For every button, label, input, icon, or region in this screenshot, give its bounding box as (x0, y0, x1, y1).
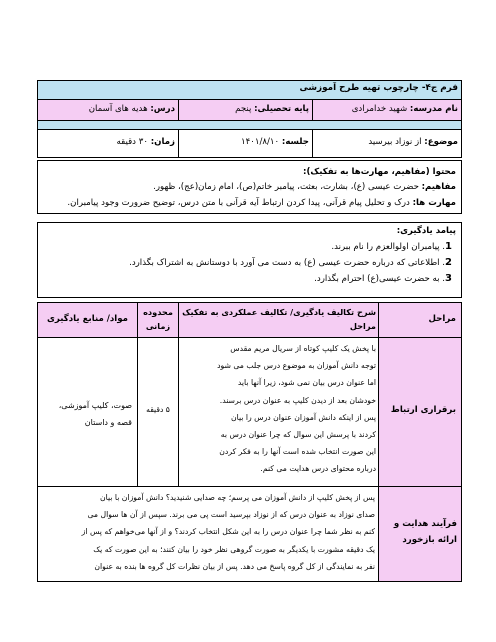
row1-desc-line: کردند با پرسش این سوال که چرا عنوان درس به (220, 430, 376, 440)
topic-label: موضوع: (424, 137, 458, 147)
row1-desc-line: درباره محتوای درس هدایت می کنم. (260, 464, 376, 474)
row2-desc (41, 489, 375, 579)
row2-desc-line: پس از پخش کلیپ از دانش آموزان می پرسم؛ چه صدایی شنیدید؟ دانش آموزان با بیان (99, 493, 375, 502)
concepts-value: حضرت عیسی (ع)، بشارت، بعثت، پیامبر خاتم(ص)، امام زمان(عج)، ظهور. (153, 182, 422, 192)
row1-stage: برقراری ارتباط (390, 405, 456, 415)
grade-value: پنجم (235, 104, 255, 114)
skills-line (42, 197, 456, 211)
lesson-value: هدیه های آسمان (88, 104, 151, 114)
row2-desc-line: کنم به نظر شما چرا عنوان درس را به این شکل انتخاب کردند؟ و از آنها می‌خواهم که پس از (81, 527, 375, 537)
time-label: زمان: (150, 137, 175, 147)
skills-label: مهارت ها: (412, 198, 456, 208)
form-title: فرم ج۴- چارچوب تهیه طرح آموزشی (299, 83, 458, 93)
row1-desc-line: با پخش یک کلیپ کوتاه از سریال مریم مقدس (230, 344, 376, 353)
row2-stage: فرآیند هدایت و ارائه بازخورد (393, 519, 457, 545)
school-field (315, 103, 458, 118)
lesson-field (40, 103, 175, 118)
time-value: ۳۰ دقیقه (116, 137, 151, 147)
content-heading: محتوا (مفاهیم، مهارت‌ها به تفکیک): (303, 167, 456, 177)
row1-desc-line: اما عنوان درس بیان نمی شود، زیرا آنها باید (237, 378, 376, 388)
grade-field (181, 103, 309, 118)
row1-desc-line: توجه دانش آموزان به موضوع درس جلب می شود (217, 361, 376, 371)
row1-time: ۵ دقیقه (146, 405, 170, 414)
session-value: ۱۴۰۱/۸/۱۰ (241, 137, 282, 147)
row1-desc (182, 340, 376, 484)
row2-desc-line: نفر به نمایندگی از کل گروه پاسخ می دهد. پس از بیان نظرات کل گروه ها بنده به عنوان (94, 561, 375, 571)
th-stage-label: مراحل (428, 314, 456, 324)
concepts-line (42, 181, 456, 195)
row2-desc-line: یک دقیقه مشورت با یکدیگر به صورت گروهی نظر خود را بیان کنند؛ به این صورت که یک (93, 544, 375, 554)
school-label: نام مدرسه: (409, 104, 458, 114)
lesson-label: درس: (150, 104, 175, 114)
outcome-item-2: 2. اطلاعاتی که درباره حضرت عیسی (ع) به دست می آورد با دوستانش به اشتراک بگذارد. (129, 257, 452, 268)
row2-desc-line: صدای نوزاد به عنوان درس که از نوزاد بپرسید است پی می برند. سپس از آن ها سوال می (87, 510, 375, 520)
row1-desc-line: خودشان بعد از دیدن کلیپ به عنوان درس برسند. (219, 395, 376, 405)
topic-value: از نوزاد بیرسید (368, 137, 425, 147)
th-resources-label: مواد/ منابع یادگیری (47, 314, 128, 324)
outcome-item-1: 1. پیامبران اولوالعزم را نام ببرند. (331, 241, 452, 252)
session-field (181, 136, 309, 151)
row1-desc-line: پس از اینکه دانش آموزان عنوان درس را بیان (231, 412, 376, 422)
topic-field (315, 136, 458, 151)
row1-desc-line: این صورت انتخاب شده است آنها را به فکر کردن (219, 447, 376, 457)
school-value: شهید خدامرادی (351, 104, 410, 114)
time-field (40, 136, 175, 151)
concepts-label: مفاهیم: (421, 182, 456, 192)
th-desc-label: شرح تکالیف یادگیری/ تکالیف عملکردی به تفکیک مراحل (182, 307, 376, 331)
grade-label: پایه تحصیلی: (254, 104, 309, 114)
th-time-label: محدوده زمانی (143, 307, 173, 331)
session-label: جلسه: (281, 137, 309, 147)
outcomes-heading: پیامد یادگیری: (396, 226, 456, 236)
outcome-item-3: 3. به حضرت عیسی(ع) احترام بگذارد. (314, 273, 452, 284)
row1-resources: صوت، کلیپ آموزشی، قصه و داستان (58, 401, 132, 427)
skills-value: درک و تحلیل پیام قرآنی، پیدا کردن ارتباط آیه قرآنی با متن درس، توضیح ضرورت وجود پیامبران. (67, 198, 413, 208)
